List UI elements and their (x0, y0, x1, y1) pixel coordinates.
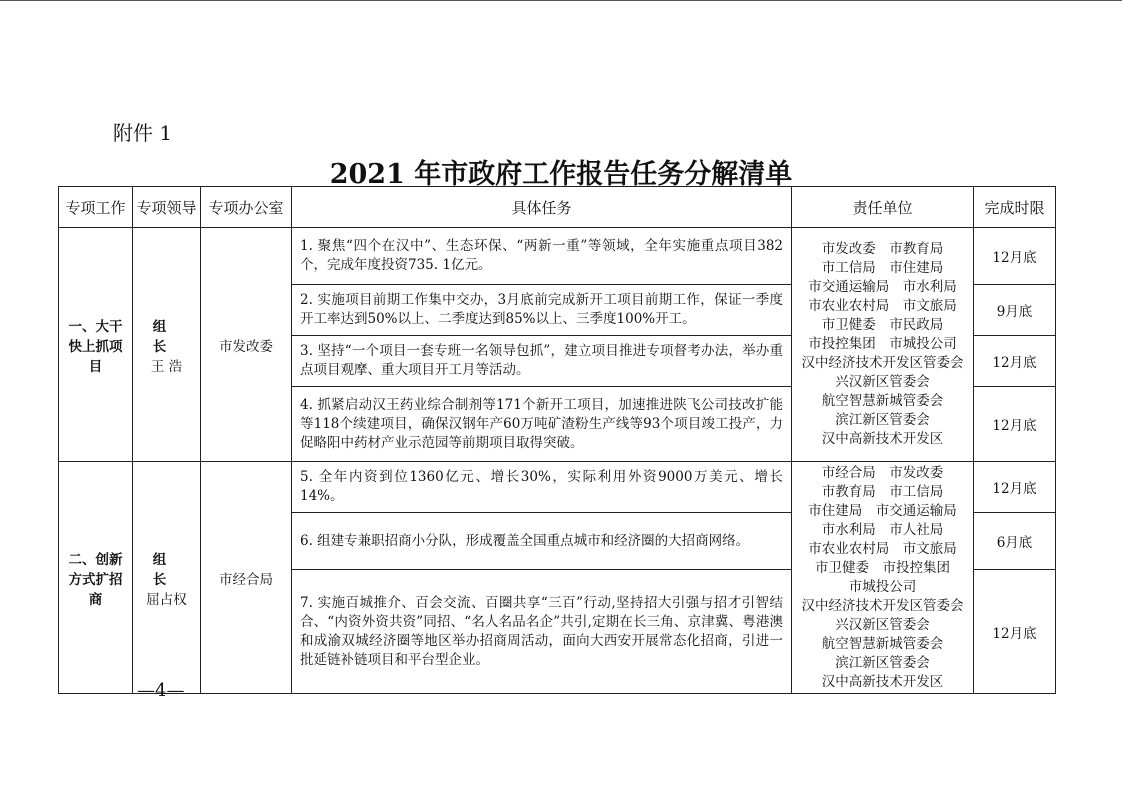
task-text: 7. 实施百城推介、百会交流、百圈共享“三百”行动,坚持招大引强与招才引智结合、“内资外资共资”同招、“名人名品名企”共引,定期在长三角、京津冀、粤港澳和成渝双城经济圈等地区举办招商周活动，面向大西安开展常态化招商，引进一批延链补链项目和平台型企业。 (292, 570, 792, 694)
task-text: 2. 实施项目前期工作集中交办，3月底前完成新开工项目前期工作，保证一季度开工率达到50%以上、二季度达到85%以上、三季度100%开工。 (292, 285, 792, 336)
unit-line: 市农业农村局 市文旅局 (808, 298, 957, 314)
section-work-cell (59, 462, 133, 694)
unit-line: 市水利局 市人社局 (821, 521, 944, 538)
section-office: 市经合局 (201, 462, 292, 694)
task-text: 3. 坚持“一个项目一套专班一名领导包抓”，建立项目推进专项督考办法，举办重点项目观摩、重大项目开工月等活动。 (292, 336, 792, 387)
unit-line: 市投控集团 市城投公司 (808, 336, 957, 352)
unit-line: 航空智慧新城管委会 (821, 393, 944, 409)
header-office: 专项办公室 (201, 187, 292, 228)
attachment-label: 附件 1 (113, 121, 173, 145)
unit-line: 市工信局 市住建局 (821, 260, 944, 276)
unit-line: 市教育局 市工信局 (821, 483, 944, 500)
unit-line: 市住建局 市交通运输局 (808, 502, 957, 519)
task-deadline: 12月底 (974, 228, 1056, 285)
task-text: 4. 抓紧启动汉王药业综合制剂等171个新开工项目，加速推进陕飞公司技改扩能等118个续建项目，确保汉钢年产60万吨矿渣粉生产线等93个项目竣工投产，力促略阳中药材产业示范园等前期项目取得突破。 (292, 387, 792, 462)
leader-name: 屈占权 (146, 591, 187, 608)
unit-line: 汉中高新技术开发区 (821, 673, 944, 690)
unit-line: 市经合局 市发改委 (821, 464, 944, 481)
unit-line: 汉中高新技术开发区 (821, 431, 944, 447)
section-work: 一、大干快上抓项目 (68, 318, 123, 375)
unit-line: 汉中经济技术开发区管委会 (801, 597, 964, 614)
unit-line: 滨江新区管委会 (835, 412, 930, 428)
section-work: 二、创新方式扩招商 (68, 551, 123, 608)
page-number: —4— (137, 680, 185, 701)
task-text: 6. 组建专兼职招商小分队，形成覆盖全国重点城市和经济圈的大招商网络。 (292, 513, 792, 570)
unit-line: 汉中经济技术开发区管委会 (801, 355, 964, 371)
leader-title: 组 长 (152, 551, 181, 588)
task-deadline: 6月底 (974, 513, 1056, 570)
section-work-cell (59, 228, 133, 462)
unit-line: 兴汉新区管委会 (835, 616, 930, 633)
task-deadline: 9月底 (974, 285, 1056, 336)
unit-line: 兴汉新区管委会 (835, 374, 930, 390)
task-text: 1. 聚焦“四个在汉中”、生态环保、“两新一重”等领域，全年实施重点项目382个，完成年度投资735. 1亿元。 (292, 228, 792, 285)
table-row (59, 228, 1056, 285)
table-row (59, 462, 1056, 513)
header-units: 责任单位 (792, 187, 974, 228)
unit-line: 市城投公司 (848, 578, 917, 595)
task-deadline: 12月底 (974, 336, 1056, 387)
responsible-units (792, 462, 974, 694)
unit-line: 滨江新区管委会 (835, 654, 930, 671)
task-table (58, 186, 1056, 694)
task-deadline: 12月底 (974, 462, 1056, 513)
leader-title: 组 长 (152, 318, 181, 355)
document-title: 2021 年市政府工作报告任务分解清单 (329, 159, 793, 190)
header-leader: 专项领导 (133, 187, 201, 228)
page-top-border (0, 0, 1122, 1)
header-task: 具体任务 (292, 187, 792, 228)
table-header-row (59, 187, 1056, 228)
section-office: 市发改委 (201, 228, 292, 462)
unit-line: 市发改委 市教育局 (821, 241, 944, 257)
task-deadline: 12月底 (974, 387, 1056, 462)
task-text: 5. 全年内资到位1360亿元、增长30%，实际利用外资9000万美元、增长14%。 (292, 462, 792, 513)
task-deadline: 12月底 (974, 570, 1056, 694)
section-leader-cell (133, 228, 201, 462)
section-leader-cell (133, 462, 201, 694)
header-deadline: 完成时限 (974, 187, 1056, 228)
responsible-units (792, 228, 974, 462)
unit-line: 市卫健委 市民政局 (821, 317, 944, 333)
header-work: 专项工作 (59, 187, 133, 228)
unit-line: 市交通运输局 市水利局 (808, 279, 957, 295)
unit-line: 市农业农村局 市文旅局 (808, 540, 957, 557)
unit-line: 市卫健委 市投控集团 (815, 559, 950, 576)
unit-line: 航空智慧新城管委会 (821, 635, 944, 652)
leader-name: 王 浩 (150, 358, 183, 375)
